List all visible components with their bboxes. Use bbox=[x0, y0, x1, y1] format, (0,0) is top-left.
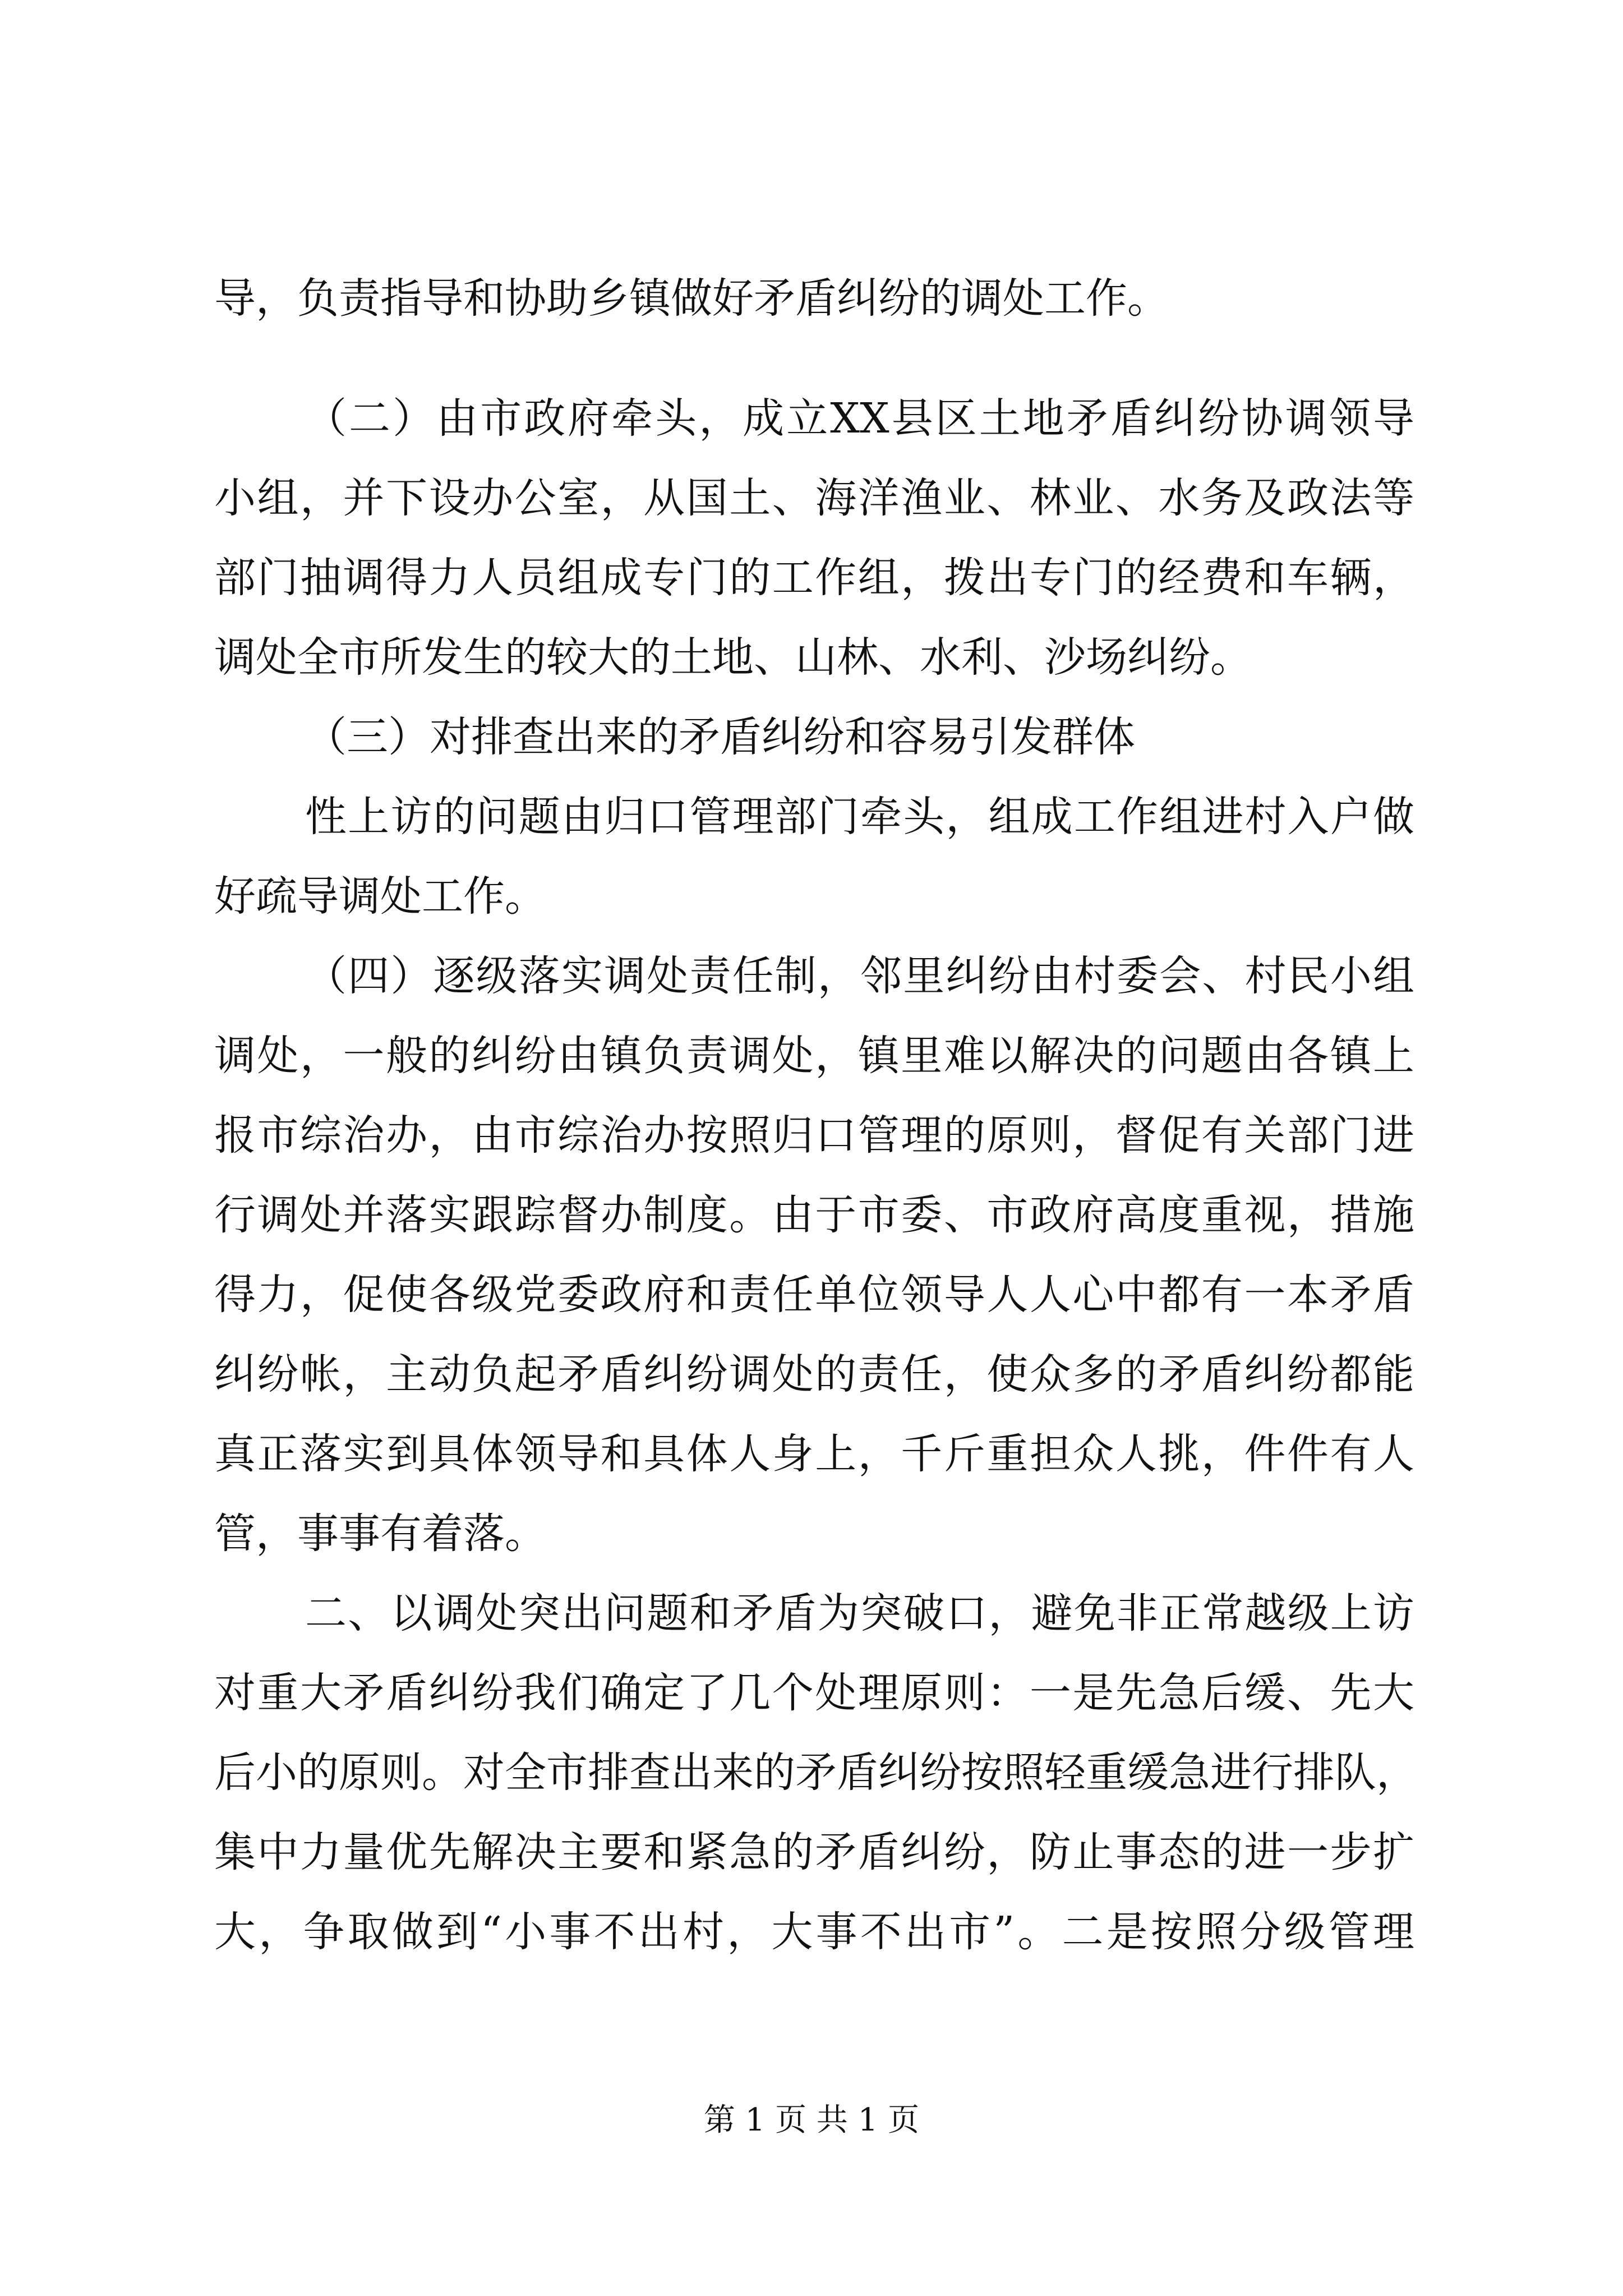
text-line-13: 得力，促使各级党委政府和责任单位领导人人心中都有一本矛盾 bbox=[214, 1271, 1414, 1319]
text-line-15: 真正落实到具体领导和具体人身上，千斤重担众人挑，件件有人 bbox=[214, 1430, 1414, 1478]
text-line-5: 调处全市所发生的较大的土地、山林、水利、沙场纠纷。 bbox=[214, 633, 1252, 682]
text-line-9: （四）逐级落实调处责任制，邻里纠纷由村委会、村民小组 bbox=[305, 952, 1414, 1000]
text-line-10: 调处，一般的纠纷由镇负责调处，镇里难以解决的问题由各镇上 bbox=[214, 1032, 1414, 1080]
text-line-12: 行调处并落实跟踪督办制度。由于市委、市政府高度重视，措施 bbox=[214, 1191, 1414, 1239]
text-line-18: 对重大矛盾纠纷我们确定了几个处理原则：一是先急后缓、先大 bbox=[214, 1669, 1414, 1717]
text-line-14: 纠纷帐，主动负起矛盾纠纷调处的责任，使众多的矛盾纠纷都能 bbox=[214, 1350, 1414, 1398]
text-line-8: 好疏导调处工作。 bbox=[214, 872, 546, 921]
text-line-11: 报市综治办，由市综治办按照归口管理的原则，督促有关部门进 bbox=[214, 1111, 1414, 1159]
page-number-footer: 第 1 页 共 1 页 bbox=[703, 2102, 920, 2138]
text-line-16: 管，事事有着落。 bbox=[214, 1510, 546, 1558]
text-line-21: 大，争取做到“小事不出村，大事不出市”。二是按照分级管理 bbox=[214, 1908, 1414, 1956]
text-line-6: （三）对排查出来的矛盾纠纷和容易引发群体 bbox=[305, 713, 1135, 761]
text-line-3: 小组，并下设办公室，从国土、海洋渔业、林业、水务及政法等 bbox=[214, 474, 1414, 522]
text-line-4: 部门抽调得力人员组成专门的工作组，拨出专门的经费和车辆， bbox=[214, 554, 1414, 602]
text-line-20: 集中力量优先解决主要和紧急的矛盾纠纷，防止事态的进一步扩 bbox=[214, 1828, 1414, 1876]
text-line-2: （二）由市政府牵头，成立XX县区土地矛盾纠纷协调领导 bbox=[305, 394, 1414, 443]
text-line-17: 二、以调处突出问题和矛盾为突破口，避免非正常越级上访 bbox=[305, 1589, 1414, 1637]
text-line-7: 性上访的问题由归口管理部门牵头，组成工作组进村入户做 bbox=[305, 793, 1414, 841]
text-line-19: 后小的原则。对全市排查出来的矛盾纠纷按照轻重缓急进行排队， bbox=[214, 1749, 1418, 1797]
text-line-1: 导，负责指导和协助乡镇做好矛盾纠纷的调处工作。 bbox=[214, 274, 1169, 323]
